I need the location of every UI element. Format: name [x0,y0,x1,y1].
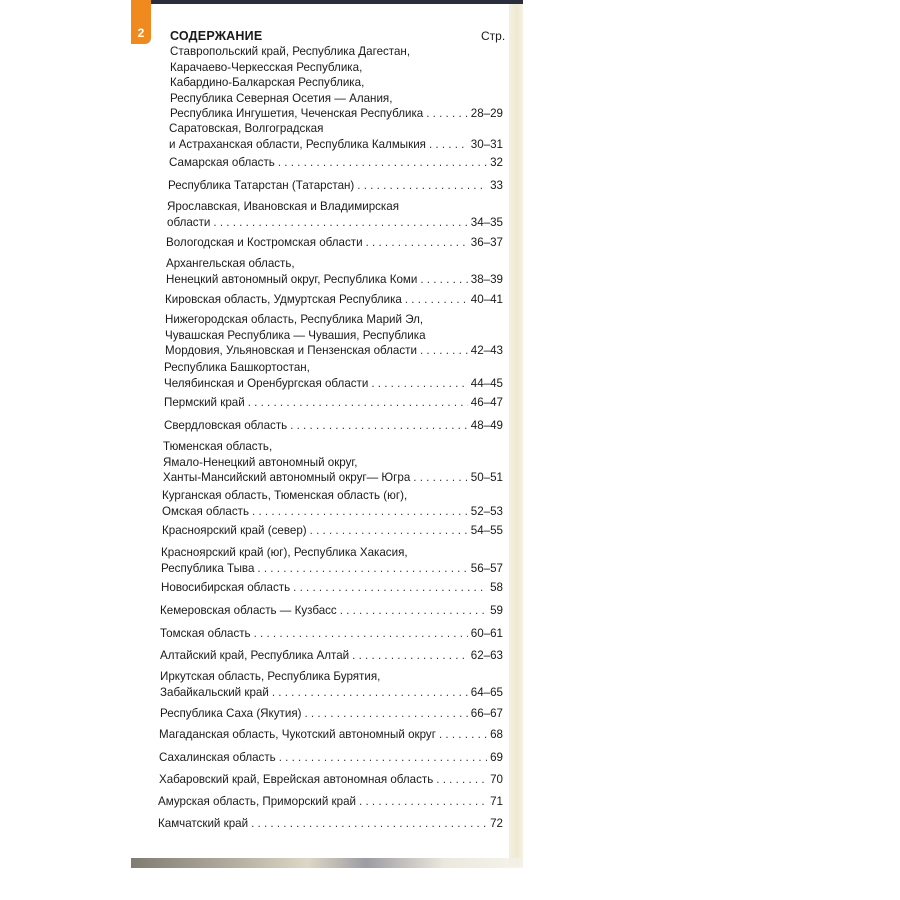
toc-entry-text: и Астраханская области, Республика Калмыкия [169,137,426,151]
toc-entry-line [160,669,503,685]
toc-entry-text: Республика Северная Осетия — Алания, [170,91,393,105]
toc-entry-line [159,772,503,788]
toc-entry-text: Красноярский край (север) [162,524,307,537]
toc-entry-text: Мордовия, Ульяновская и Пензенская области [165,344,417,357]
toc-entry-text: Чувашская Республика — Чувашия, Республика [165,328,426,342]
toc-entry-line [162,523,503,539]
toc-entry-text: Магаданская область, Чукотский автономный округ [159,728,436,741]
toc-entry-line [163,455,503,471]
toc-entry [164,360,503,391]
toc-entry-line [164,395,503,411]
toc-entry-pages: 38–39 [470,272,503,286]
toc-entry-line [159,727,503,743]
toc-entry-text: Карачаево-Черкесская Республика, [170,60,363,74]
dot-leader [352,648,468,664]
toc-entry-text: Красноярский край (юг), Республика Хакасия, [161,546,408,559]
toc-entry-pages: 62–63 [470,649,503,662]
toc-entry-line [158,816,503,832]
toc-entry-line [169,137,503,153]
toc-entry-line [163,439,503,455]
dot-leader [310,523,468,539]
dot-leader [304,706,467,722]
toc-entry-line [165,292,503,308]
toc-entry-pages: 28–29 [470,107,503,120]
toc-entry-text: Свердловская область [164,419,288,432]
toc-entry-text: Архангельская область, [166,257,295,270]
toc-entry-pages: 54–55 [470,524,503,537]
toc-entry-line [161,580,503,596]
toc-entry-pages: 50–51 [470,471,503,484]
toc-entry [166,256,503,287]
toc-entry-text: Кабардино-Балкарская Республика, [170,76,365,89]
dot-leader [405,292,468,308]
toc-entry-pages: 56–57 [470,561,503,575]
toc-entry-text: Томская область [160,627,251,640]
dot-leader [429,137,468,153]
toc-entry-text: Вологодская и Костромская области [166,236,363,249]
toc-entry-text: Тюменская область, [163,440,273,453]
toc-entry-line [166,272,503,288]
toc-entry-line [169,155,503,171]
toc-entry-line [165,343,503,359]
toc-entry [168,178,503,194]
bottom-edge-strip [131,858,523,868]
dot-leader [293,580,487,596]
toc-entry-text: Нижегородская область, Республика Марий Эл, [165,313,424,326]
dot-leader [436,772,487,788]
toc-entry-pages: 44–45 [470,376,503,390]
toc-entry-line [162,488,503,504]
toc-entry-pages: 60–61 [470,627,503,640]
toc-entry [158,816,503,832]
toc-entry-line [160,648,503,664]
toc-entry [164,418,503,434]
toc-entry-pages: 33 [490,179,503,192]
toc-entry-line [168,178,503,194]
toc-entry-line [163,470,503,486]
toc-entry-pages: 58 [490,581,503,594]
toc-entry-text: Республика Башкортостан, [164,361,310,374]
toc-entry-pages: 40–41 [470,293,503,306]
dot-leader [278,155,487,171]
toc-entry-line [160,603,503,619]
toc-entry-text: Ненецкий автономный округ, Республика Коми [166,272,418,286]
toc-entry-pages: 46–47 [470,396,503,409]
toc-entry [160,603,503,619]
page-number: 2 [137,26,145,40]
toc-entry [166,235,503,251]
toc-entry-text: Самарская область [169,156,275,169]
toc-entry-line [170,44,503,60]
toc-entry-text: Ханты-Мансийский автономный округ— Югра [163,471,411,484]
toc-entry-pages: 71 [490,795,503,808]
toc-entry [162,488,503,519]
toc-entry-pages: 52–53 [470,504,503,518]
toc-entry-line [169,121,503,137]
toc-entry-line [170,106,503,122]
toc-entry-text: Республика Ингушетия, Чеченская Республика [170,107,424,120]
toc-entry-pages: 32 [490,156,503,169]
toc-entry-text: Сахалинская область [159,751,276,764]
toc-entry-pages: 70 [490,773,503,786]
dot-leader [252,504,468,520]
toc-entry [161,545,503,576]
toc-entry-line [164,360,503,376]
dot-leader [257,561,467,577]
dot-leader [279,750,487,766]
dot-leader [290,418,468,434]
dot-leader [366,235,468,251]
toc-entry-line [160,626,503,642]
toc-entry-pages: 69 [490,751,503,764]
toc-entry-pages: 30–31 [470,137,503,151]
toc-entry-line [166,235,503,251]
toc-entry-text: Камчатский край [158,817,249,830]
toc-entry-text: Кировская область, Удмуртская Республика [165,293,402,306]
toc-entry-pages: 36–37 [470,236,503,249]
dot-leader [213,215,467,231]
toc-entry [161,580,503,596]
toc-entry [170,44,503,122]
toc-entry [160,648,503,664]
dot-leader [413,470,467,486]
toc-entry-pages: 66–67 [470,707,503,720]
toc-entry-text: Кемеровская область — Кузбасс [160,604,337,617]
toc-entry-line [162,504,503,520]
dot-leader [272,685,468,701]
dot-leader [420,272,467,288]
toc-entry [158,794,503,810]
toc-entry-text: Новосибирская область [161,581,291,594]
toc-entry [164,395,503,411]
toc-entry-line [159,750,503,766]
toc-entry-line [160,706,503,722]
dot-leader [248,395,468,411]
toc-entry-text: Иркутская область, Республика Бурятия, [160,670,381,683]
toc-entry-line [170,91,503,107]
toc-entry [167,199,503,230]
toc-entry-text: Ярославская, Ивановская и Владимирская [167,200,399,213]
dot-leader [254,626,468,642]
toc-entry-line [161,545,503,561]
toc-entry [165,292,503,308]
toc-entry-pages: 48–49 [470,419,503,432]
toc-entry-line [161,561,503,577]
toc-entry-pages: 68 [490,728,503,741]
toc-entry-line [164,418,503,434]
toc-entry [169,121,503,152]
toc-entry [169,155,503,171]
toc-entry-text: Алтайский край, Республика Алтай [160,649,350,662]
toc-entry-line [170,75,503,91]
toc-entry-text: Забайкальский край [160,685,269,699]
toc-entry-text: Республика Саха (Якутия) [160,707,302,720]
dot-leader [426,106,468,122]
toc-entry-pages: 42–43 [470,344,503,357]
toc-entry-text: Челябинская и Оренбургская области [164,376,369,390]
toc-entry-line [165,328,503,344]
toc-entry-line [167,199,503,215]
dot-leader [251,816,487,832]
dot-leader [359,794,487,810]
toc-entry-text: Республика Тыва [161,561,255,575]
toc-entry-line [160,685,503,701]
toc-entry-line [167,215,503,231]
toc-entry-text: Курганская область, Тюменская область (юг), [162,489,408,502]
toc-entry-text: Амурская область, Приморский край [158,795,356,808]
toc-entry-line [166,256,503,272]
toc-entry-text: Омская область [162,504,249,518]
toc-entry-line [164,376,503,392]
page-column-label: Стр. [481,29,506,43]
toc-entry [159,772,503,788]
toc-entry-line [158,794,503,810]
toc-entry-pages: 72 [490,817,503,830]
toc-entry [160,626,503,642]
toc-entry [165,312,503,359]
toc-entry-text: Республика Татарстан (Татарстан) [168,179,355,192]
toc-entry-text: Ставропольский край, Республика Дагестан, [170,45,411,58]
toc-entry-text: Ямало-Ненецкий автономный округ, [163,455,358,469]
toc-entry-text: Хабаровский край, Еврейская автономная область [159,773,434,786]
toc-entry-text: области [167,215,211,229]
toc-entry [159,750,503,766]
toc-entry-line [170,60,503,76]
toc-entry-pages: 64–65 [470,685,503,699]
toc-entry-line [165,312,503,328]
dot-leader [357,178,487,194]
toc-title: СОДЕРЖАНИЕ [170,29,263,43]
toc-entry-pages: 34–35 [470,215,503,229]
toc-entry [159,727,503,743]
dot-leader [420,343,468,359]
dot-leader [340,603,487,619]
toc-entry-text: Саратовская, Волгоградская [169,122,324,135]
dot-leader [439,727,487,743]
toc-entry [160,669,503,700]
toc-entry-pages: 59 [490,604,503,617]
toc-entry-text: Пермский край [164,396,245,409]
toc-entry [162,523,503,539]
dot-leader [371,376,467,392]
toc-entry [163,439,503,486]
toc-entry [160,706,503,722]
